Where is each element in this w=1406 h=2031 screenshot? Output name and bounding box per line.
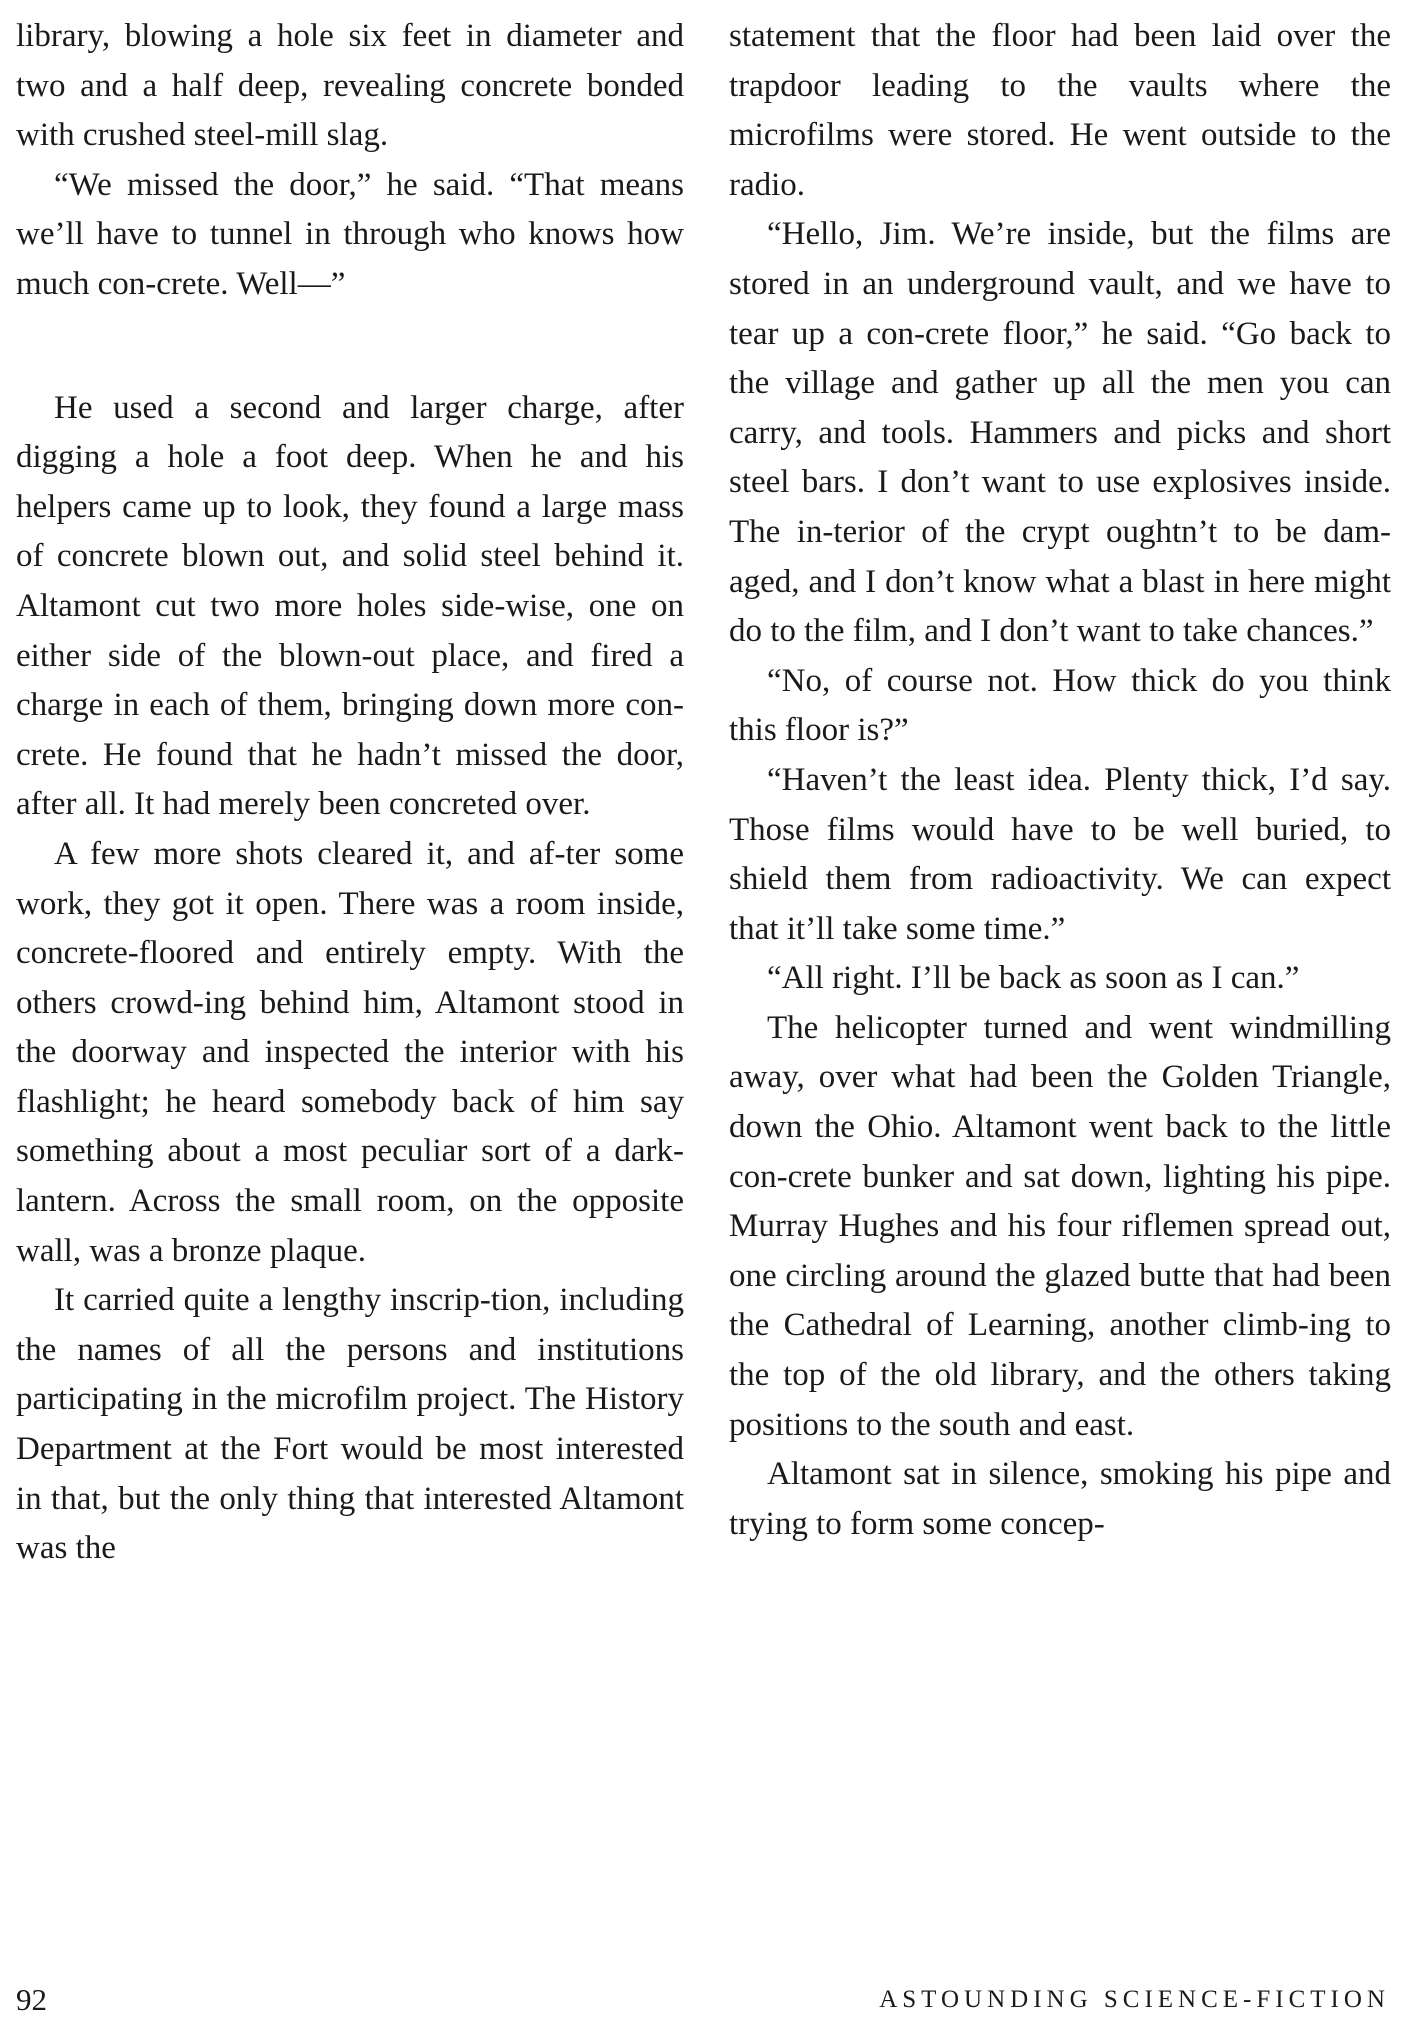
page-number: 92 (16, 1982, 47, 2017)
paragraph: library, blowing a hole six feet in diameter and two and a half deep, revealing concrete bonded with crushed steel-mill slag. (16, 18, 684, 154)
section-break (16, 310, 684, 384)
running-title: ASTOUNDING SCIENCE-FICTION (879, 1986, 1390, 2013)
paragraph: The helicopter turned and went windmilling away, over what had been the Golden Triangle, down the Ohio. Altamont went back to the little con-crete bunker and sat down, lighting his pipe. Murray Hughes and his four riflemen spread out, one circling around the glazed butte that had been the Cathedral of Learning, another climb-ing to the top of the old library, and the others taking positions to the south and east. (729, 1009, 1391, 1443)
paragraph: It carried quite a lengthy inscrip-tion, including the names of all the persons and institutions participating in the microfilm project. The History Department at the Fort would be most interested in that, but the only thing that interested Altamont was the (16, 1282, 684, 1567)
left-column (16, 12, 684, 1574)
paragraph: “No, of course not. How thick do you think this floor is?” (729, 662, 1391, 749)
paragraph: statement that the floor had been laid over the trapdoor leading to the vaults where the microfilms were stored. He went outside to the radio. (729, 18, 1391, 203)
paragraph: “Hello, Jim. We’re inside, but the films are stored in an underground vault, and we have to tear up a con-crete floor,” he said. “Go back to the village and gather up all the men you can carry, and tools. Hammers and picks and short steel bars. I don’t want to use explosives inside. The in-terior of the crypt oughtn’t to be dam-aged, and I don’t know what a blast in here might do to the film, and I don’t want to take chances.” (729, 216, 1391, 650)
page-footer (0, 1982, 1406, 2022)
paragraph: He used a second and larger charge, after digging a hole a foot deep. When he and his helpers came up to look, they found a large mass of concrete blown out, and solid steel behind it. Altamont cut two more holes side-wise, one on either side of the blown-out place, and fired a charge in each of them, bringing down more con-crete. He found that he hadn’t missed the door, after all. It had merely been concreted over. (16, 389, 684, 823)
paragraph: “Haven’t the least idea. Plenty thick, I’d say. Those films would have to be well buried, to shield them from radioactivity. We can expect that it’ll take some time.” (729, 761, 1391, 947)
paragraph: A few more shots cleared it, and af-ter some work, they got it open. There was a room inside, concrete-floored and entirely empty. With the others crowd-ing behind him, Altamont stood in the doorway and inspected the interior with his flashlight; he heard somebody back of him say something about a most peculiar sort of a dark-lantern. Across the small room, on the opposite wall, was a bronze plaque. (16, 835, 684, 1269)
paragraph: “All right. I’ll be back as soon as I can.” (767, 960, 1300, 997)
right-column (729, 12, 1391, 1549)
paragraph: “We missed the door,” he said. “That means we’ll have to tunnel in through who knows how much con-crete. Well—” (16, 166, 684, 302)
paragraph: Altamont sat in silence, smoking his pipe and trying to form some concep- (729, 1456, 1391, 1542)
